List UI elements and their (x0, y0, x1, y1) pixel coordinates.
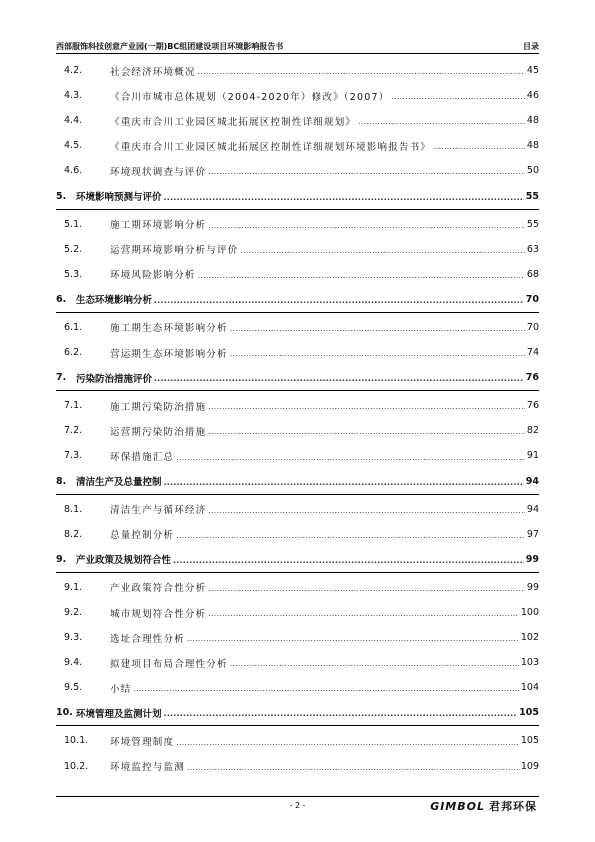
toc-entry-page: 102 (520, 632, 539, 644)
toc-dot-leader (176, 531, 525, 547)
toc-entry-title: 环境管理制度 (110, 736, 175, 748)
toc-entry-number: 8.1. (64, 503, 83, 515)
toc-entry-number: 9.3. (64, 632, 83, 644)
toc-entry-page: 94 (526, 503, 539, 515)
toc-dot-leader (173, 556, 524, 572)
toc-entry-number: 8. (56, 475, 67, 487)
toc-entry-page: 45 (526, 65, 539, 77)
toc-section-entry[interactable] (56, 315, 539, 340)
toc-section-entry[interactable] (56, 262, 539, 287)
toc-entry-page: 91 (526, 450, 539, 462)
toc-entry-page: 109 (520, 760, 539, 772)
toc-dot-leader (208, 221, 525, 237)
toc-entry-page: 74 (526, 347, 539, 359)
toc-entry-page: 100 (520, 607, 539, 619)
toc-entry-title: 《重庆市合川工业园区城北拓展区控制性详细规划环境影响报告书》 (110, 141, 432, 153)
toc-section-entry[interactable] (56, 575, 539, 600)
toc-entry-title: 施工期环境影响分析 (110, 220, 207, 232)
toc-section-entry[interactable] (56, 212, 539, 237)
toc-section-entry[interactable] (56, 600, 539, 625)
toc-entry-number: 5.1. (64, 218, 83, 230)
toc-entry-title: 清洁生产与循环经济 (110, 505, 207, 517)
toc-section-entry[interactable] (56, 158, 539, 183)
toc-chapter-entry[interactable] (56, 469, 539, 495)
toc-section-entry[interactable] (56, 133, 539, 158)
toc-entry-page: 55 (526, 218, 539, 230)
toc-entry-title: 污染防治措施评价 (76, 373, 153, 385)
toc-entry-number: 7.1. (64, 400, 83, 412)
toc-dot-leader (154, 374, 524, 390)
toc-dot-leader (208, 427, 525, 443)
toc-entry-title: 清洁生产及总量控制 (76, 477, 162, 489)
toc-entry-title: 施工期生态环境影响分析 (110, 323, 228, 335)
toc-entry-title: 选址合理性分析 (110, 633, 185, 645)
toc-entry-title: 施工期污染防治措施 (110, 401, 207, 413)
toc-dot-leader (164, 709, 518, 725)
toc-entry-page: 76 (525, 372, 539, 384)
toc-dot-leader (240, 246, 525, 262)
toc-section-entry[interactable] (56, 443, 539, 468)
toc-section-entry[interactable] (56, 650, 539, 675)
toc-entry-page: 82 (526, 425, 539, 437)
toc-entry-number: 6.1. (64, 321, 83, 333)
toc-dot-leader (164, 193, 524, 209)
toc-section-entry[interactable] (56, 393, 539, 418)
toc-dot-leader (208, 609, 519, 625)
toc-entry-title: 环境影响预测与评价 (76, 192, 162, 204)
toc-entry-title: 环境管理及监测计划 (76, 708, 162, 720)
toc-entry-title: 环境现状调查与评价 (110, 166, 207, 178)
toc-entry-page: 105 (520, 735, 539, 747)
toc-entry-page: 55 (525, 190, 539, 202)
toc-entry-page: 68 (526, 268, 539, 280)
toc-dot-leader (208, 167, 525, 183)
toc-entry-number: 10. (56, 707, 73, 719)
toc-chapter-entry[interactable] (56, 547, 539, 573)
toc-chapter-entry[interactable] (56, 700, 539, 726)
toc-dot-leader (198, 67, 525, 83)
toc-entry-title: 环保措施汇总 (110, 451, 175, 463)
toc-entry-title: 产业政策符合性分析 (110, 583, 207, 595)
toc-chapter-entry[interactable] (56, 287, 539, 313)
toc-entry-page: 97 (526, 528, 539, 540)
toc-entry-title: 产业政策及规划符合性 (76, 555, 172, 567)
toc-entry-page: 63 (526, 243, 539, 255)
toc-entry-number: 10.2. (64, 760, 89, 772)
toc-dot-leader (198, 271, 525, 287)
toc-dot-leader (208, 402, 525, 418)
toc-dot-leader (433, 142, 525, 158)
toc-entry-number: 5.2. (64, 243, 83, 255)
toc-entry-number: 9.1. (64, 581, 83, 593)
toc-dot-leader (187, 634, 519, 650)
toc-entry-number: 9.2. (64, 607, 83, 619)
toc-dot-leader (230, 324, 525, 340)
toc-entry-title: 总量控制分析 (110, 530, 175, 542)
toc-dot-leader (187, 763, 519, 779)
toc-entry-title: 运营期污染防治措施 (110, 426, 207, 438)
toc-dot-leader (391, 92, 524, 108)
table-of-contents (56, 58, 539, 779)
toc-entry-page: 50 (526, 165, 539, 177)
toc-section-entry[interactable] (56, 418, 539, 443)
toc-entry-title: 环境监控与监测 (110, 762, 185, 774)
toc-section-entry[interactable] (56, 497, 539, 522)
logo-chinese-text: 君邦环保 (489, 800, 537, 813)
toc-dot-leader (176, 738, 519, 754)
toc-entry-title: 《合川市城市总体规划（2004-2020年）修改》（2007） (110, 91, 390, 103)
toc-entry-number: 9.4. (64, 657, 83, 669)
toc-entry-number: 4.5. (64, 140, 83, 152)
toc-entry-page: 70 (525, 293, 539, 305)
toc-entry-number: 5. (56, 190, 67, 202)
page-header (56, 38, 539, 52)
toc-section-entry[interactable] (56, 108, 539, 133)
toc-dot-leader (358, 117, 525, 133)
toc-entry-page: 94 (525, 475, 539, 487)
toc-entry-number: 7.2. (64, 425, 83, 437)
toc-entry-title: 小结 (110, 683, 132, 695)
toc-entry-number: 5.3. (64, 268, 83, 280)
toc-entry-number: 4.2. (64, 65, 83, 77)
toc-entry-page: 99 (526, 581, 539, 593)
toc-entry-page: 76 (526, 400, 539, 412)
toc-entry-number: 4.3. (64, 90, 83, 102)
toc-entry-title: 营运期生态环境影响分析 (110, 348, 228, 360)
document-title: 西部服饰科技创意产业园(一期)BC组团建设项目环境影响报告书 (56, 42, 284, 51)
toc-entry-title: 城市规划符合性分析 (110, 608, 207, 620)
toc-entry-number: 7.3. (64, 450, 83, 462)
toc-section-entry[interactable] (56, 237, 539, 262)
toc-entry-page: 103 (520, 657, 539, 669)
toc-dot-leader (164, 478, 524, 494)
toc-section-entry[interactable] (56, 754, 539, 779)
toc-entry-title: 《重庆市合川工业园区城北拓展区控制性详细规划》 (110, 116, 357, 128)
toc-entry-number: 8.2. (64, 528, 83, 540)
toc-entry-page: 99 (525, 553, 539, 565)
toc-entry-number: 7. (56, 372, 67, 384)
toc-dot-leader (230, 659, 519, 675)
toc-dot-leader (133, 684, 518, 700)
toc-section-entry[interactable] (56, 522, 539, 547)
toc-section-entry[interactable] (56, 625, 539, 650)
toc-dot-leader (176, 453, 525, 469)
toc-entry-number: 9. (56, 553, 67, 565)
toc-entry-number: 10.1. (64, 735, 89, 747)
toc-section-entry[interactable] (56, 83, 539, 108)
toc-entry-number: 6.2. (64, 347, 83, 359)
footer-divider (56, 796, 539, 797)
toc-entry-title: 拟建项目布局合理性分析 (110, 658, 228, 670)
section-label: 目录 (523, 42, 539, 51)
toc-entry-page: 48 (526, 115, 539, 127)
toc-entry-title: 运营期环境影响分析与评价 (110, 245, 239, 257)
toc-entry-title: 环境风险影响分析 (110, 270, 196, 282)
toc-entry-page: 48 (526, 140, 539, 152)
toc-section-entry[interactable] (56, 58, 539, 83)
toc-chapter-entry[interactable] (56, 183, 539, 209)
page-number: - 2 - (289, 801, 306, 810)
company-logo (430, 798, 537, 814)
toc-entry-number: 9.5. (64, 682, 83, 694)
toc-section-entry[interactable] (56, 728, 539, 753)
toc-section-entry[interactable] (56, 675, 539, 700)
toc-dot-leader (230, 349, 525, 365)
logo-english-text: GIMBOL (430, 799, 485, 813)
toc-entry-page: 104 (520, 682, 539, 694)
toc-entry-number: 4.4. (64, 115, 83, 127)
toc-entry-page: 105 (519, 707, 539, 719)
toc-entry-page: 46 (526, 90, 539, 102)
toc-dot-leader (154, 296, 524, 312)
toc-entry-title: 社会经济环境概况 (110, 66, 196, 78)
toc-chapter-entry[interactable] (56, 365, 539, 391)
toc-entry-page: 70 (526, 321, 539, 333)
toc-entry-number: 6. (56, 293, 67, 305)
toc-entry-number: 4.6. (64, 165, 83, 177)
toc-entry-title: 生态环境影响分析 (76, 295, 153, 307)
toc-dot-leader (208, 506, 525, 522)
header-divider (56, 53, 539, 54)
toc-dot-leader (208, 584, 525, 600)
toc-section-entry[interactable] (56, 340, 539, 365)
